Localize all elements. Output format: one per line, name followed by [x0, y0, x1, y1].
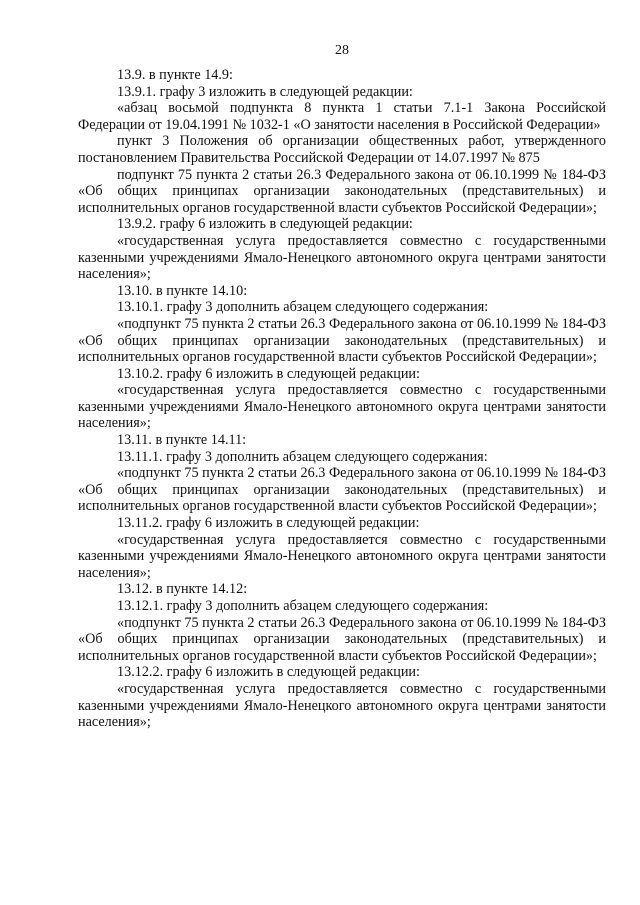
paragraph-13-11-1-text: «подпункт 75 пункта 2 статьи 26.3 Федерального закона от 06.10.1999 № 184-ФЗ «Об общих принципах организации законодательных (представительных) и исполнительных органов государственной власти субъектов Российской Федерации»;	[78, 465, 606, 515]
paragraph-13-9-2: 13.9.2. графу 6 изложить в следующей редакции:	[117, 216, 413, 233]
paragraph-13-11-1: 13.11.1. графу 3 дополнить абзацем следующего содержания:	[117, 448, 488, 465]
paragraph-13-10-2: 13.10.2. графу 6 изложить в следующей редакции:	[117, 365, 420, 382]
paragraph-13-9-1-quote-law: «абзац восьмой подпункта 8 пункта 1 статьи 7.1-1 Закона Российской Федерации от 19.04.1991 № 1032-1 «О занятости населения в Российской Федерации»	[78, 100, 606, 133]
document-body	[78, 67, 606, 731]
paragraph-13-9-1-federal-law: подпункт 75 пункта 2 статьи 26.3 Федерального закона от 06.10.1999 № 184-ФЗ «Об общих принципах организации законодательных (представительных) и исполнительных органов государственной власти субъектов Российской Федерации»;	[78, 166, 606, 216]
paragraph-13-12-1-text: «подпункт 75 пункта 2 статьи 26.3 Федерального закона от 06.10.1999 № 184-ФЗ «Об общих принципах организации законодательных (представительных) и исполнительных органов государственной власти субъектов Российской Федерации»;	[78, 614, 606, 664]
paragraph-13-11-2-text: «государственная услуга предоставляется совместно с государственными казенными учреждениями Ямало-Ненецкого автономного округа центрами занятости населения»;	[78, 531, 606, 581]
paragraph-13-10-2-text: «государственная услуга предоставляется совместно с государственными казенными учреждениями Ямало-Ненецкого автономного округа центрами занятости населения»;	[78, 382, 606, 432]
paragraph-13-12-2-text: «государственная услуга предоставляется совместно с государственными казенными учреждениями Ямало-Ненецкого автономного округа центрами занятости населения»;	[78, 680, 606, 731]
paragraph-13-10: 13.10. в пункте 14.10:	[117, 282, 248, 299]
paragraph-13-11: 13.11. в пункте 14.11:	[117, 432, 247, 449]
paragraph-13-11-2: 13.11.2. графу 6 изложить в следующей редакции:	[117, 515, 420, 532]
paragraph-13-10-1-text: «подпункт 75 пункта 2 статьи 26.3 Федерального закона от 06.10.1999 № 184-ФЗ «Об общих принципах организации законодательных (представительных) и исполнительных органов государственной власти субъектов Российской Федерации»;	[78, 315, 606, 366]
paragraph-13-9: 13.9. в пункте 14.9:	[117, 67, 233, 83]
paragraph-13-12: 13.12. в пункте 14.12:	[117, 581, 248, 598]
paragraph-13-10-1: 13.10.1. графу 3 дополнить абзацем следующего содержания:	[117, 299, 489, 316]
paragraph-13-9-2-text: «государственная услуга предоставляется совместно с государственными казенными учреждениями Ямало-Ненецкого автономного округа центрами занятости населения»;	[78, 232, 606, 283]
paragraph-13-9-1-regulation: пункт 3 Положения об организации общественных работ, утвержденного постановлением Правительства Российской Федерации от 14.07.1997 № 875	[78, 133, 606, 166]
page-number: 28	[335, 43, 349, 58]
paragraph-13-12-1: 13.12.1. графу 3 дополнить абзацем следующего содержания:	[117, 598, 489, 614]
paragraph-13-9-1: 13.9.1. графу 3 изложить в следующей редакции:	[117, 83, 413, 100]
paragraph-13-12-2: 13.12.2. графу 6 изложить в следующей редакции:	[117, 664, 420, 681]
